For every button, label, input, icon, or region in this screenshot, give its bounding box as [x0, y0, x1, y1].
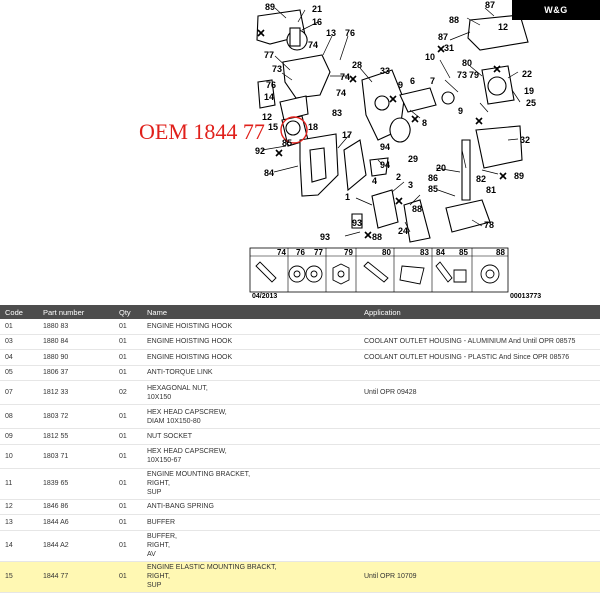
callout: 15 — [268, 122, 279, 132]
cell-application — [359, 530, 600, 561]
table-row[interactable] — [0, 530, 600, 561]
cell-application — [359, 365, 600, 381]
callout: 12 — [262, 112, 273, 122]
callout: 83 — [332, 108, 343, 118]
cell-name: HEX HEAD CAPSCREW, DIAM 10X150-80 — [142, 405, 359, 429]
cell-code: 09 — [0, 429, 38, 445]
callout: 92 — [255, 146, 266, 156]
cell-qty: 01 — [114, 319, 142, 334]
callout: 12 — [498, 22, 509, 32]
callout: 79 — [469, 70, 480, 80]
column-header-part-number[interactable]: Part number — [43, 307, 85, 317]
callout: 78 — [484, 220, 495, 230]
legend-number: 83 — [420, 248, 429, 257]
cell-qty: 01 — [114, 515, 142, 531]
table-row[interactable] — [0, 429, 600, 445]
cell-code: 01 — [0, 319, 38, 334]
cell-name: HEXAGONAL NUT, 10X150 — [142, 381, 359, 405]
table-row[interactable] — [0, 444, 600, 468]
cell-code: 14 — [0, 530, 38, 561]
table-row[interactable] — [0, 334, 600, 350]
cell-part-number: 1880 83 — [38, 319, 114, 334]
cell-code: 08 — [0, 405, 38, 429]
nut-socket-icon — [454, 270, 466, 282]
callout: 22 — [522, 69, 533, 79]
parts-legend — [250, 248, 508, 292]
callout: 4 — [372, 176, 378, 186]
cell-qty: 01 — [114, 365, 142, 381]
table-header-row — [0, 305, 600, 319]
callout: 87 — [485, 0, 496, 10]
legend-number: 85 — [459, 248, 468, 257]
cell-qty: 01 — [114, 444, 142, 468]
callout: 31 — [444, 43, 455, 53]
cell-part-number: 1844 A2 — [38, 530, 114, 561]
cell-name: ANTI-TORQUE LINK — [142, 365, 359, 381]
cell-name: ENGINE MOUNTING BRACKET, RIGHT, SUP — [142, 468, 359, 499]
callout: 94 — [380, 142, 391, 152]
cell-application — [359, 468, 600, 499]
cell-application: Until OPR 09428 — [359, 381, 600, 405]
callout: 89 — [514, 171, 525, 181]
cell-application — [359, 319, 600, 334]
cell-application — [359, 429, 600, 445]
cell-part-number: 1880 90 — [38, 350, 114, 366]
table-row[interactable] — [0, 515, 600, 531]
cell-application — [359, 515, 600, 531]
callout: 85 — [282, 138, 293, 148]
cell-qty: 01 — [114, 499, 142, 515]
callout: 73 — [272, 64, 283, 74]
legend-number: 79 — [344, 248, 353, 257]
legend-number: 77 — [314, 248, 323, 257]
callout: 14 — [264, 92, 275, 102]
cell-qty: 01 — [114, 429, 142, 445]
cell-part-number: 1806 37 — [38, 365, 114, 381]
cell-name: BUFFER — [142, 515, 359, 531]
callout: 74 — [308, 40, 319, 50]
callout: 86 — [428, 173, 439, 183]
cell-application: Until OPR 10709 — [359, 561, 600, 592]
callout: 80 — [462, 58, 473, 68]
callout: 21 — [312, 4, 323, 14]
cell-code: 03 — [0, 334, 38, 350]
callout: 76 — [266, 80, 277, 90]
callout: 93 — [352, 218, 363, 228]
callout: 24 — [398, 226, 409, 236]
cell-application — [359, 405, 600, 429]
table-row[interactable] — [0, 350, 600, 366]
oem-label: OEM 1844 77 — [139, 119, 265, 144]
callout: 88 — [412, 204, 423, 214]
callout: 20 — [436, 163, 447, 173]
diagram-date-code: 04/2013 — [252, 293, 278, 300]
cell-name: ENGINE ELASTIC MOUNTING BRACKT, RIGHT, SUP — [142, 561, 359, 592]
table-row[interactable] — [0, 319, 600, 334]
callout: 84 — [264, 168, 275, 178]
cell-part-number: 1803 71 — [38, 444, 114, 468]
cell-application — [359, 444, 600, 468]
callout: 13 — [326, 28, 337, 38]
callout: 33 — [380, 66, 391, 76]
cell-part-number: 1844 A6 — [38, 515, 114, 531]
cell-name: NUT SOCKET — [142, 429, 359, 445]
legend-number: 88 — [496, 248, 505, 257]
column-header-qty[interactable]: Qty — [119, 307, 131, 317]
diagram-reference: 00013773 — [510, 293, 542, 300]
callout: 77 — [264, 50, 275, 60]
callout: 17 — [342, 130, 353, 140]
callout: 2 — [396, 172, 402, 182]
callout: 73 — [457, 70, 468, 80]
callout: 94 — [380, 160, 391, 170]
cell-name: BUFFER, RIGHT, AV — [142, 530, 359, 561]
cell-application — [359, 499, 600, 515]
callout: 25 — [526, 98, 537, 108]
cell-part-number: 1812 33 — [38, 381, 114, 405]
legend-number: 84 — [436, 248, 445, 257]
callout: 3 — [408, 180, 414, 190]
cell-code: 05 — [0, 365, 38, 381]
callout: 28 — [352, 60, 363, 70]
column-header-application[interactable]: Application — [364, 307, 401, 317]
callout: 88 — [372, 232, 383, 242]
callout: 81 — [486, 185, 497, 195]
cell-application: COOLANT OUTLET HOUSING - ALUMINIUM And Until OPR 08575 — [359, 334, 600, 350]
cell-qty: 02 — [114, 381, 142, 405]
cell-part-number: 1803 72 — [38, 405, 114, 429]
cell-name: ENGINE HOISTING HOOK — [142, 334, 359, 350]
callout: 6 — [410, 76, 416, 86]
callout: 19 — [524, 86, 535, 96]
column-header-code[interactable]: Code — [5, 307, 23, 317]
column-header-name[interactable]: Name — [147, 307, 168, 317]
table-row[interactable] — [0, 381, 600, 405]
callout: 9 — [398, 80, 404, 90]
cell-name: ENGINE HOISTING HOOK — [142, 350, 359, 366]
cell-qty: 01 — [114, 350, 142, 366]
cell-application: COOLANT OUTLET HOUSING - PLASTIC And Since OPR 08576 — [359, 350, 600, 366]
cell-code: 13 — [0, 515, 38, 531]
callout: 32 — [520, 135, 531, 145]
table-row[interactable] — [0, 405, 600, 429]
table-row[interactable] — [0, 365, 600, 381]
callout: 82 — [476, 174, 487, 184]
callout: 87 — [438, 32, 449, 42]
callout: 18 — [308, 122, 319, 132]
cell-part-number: 1812 55 — [38, 429, 114, 445]
cell-name: ENGINE HOISTING HOOK — [142, 319, 359, 334]
callout: 85 — [428, 184, 439, 194]
cell-name: ANTI-BANG SPRING — [142, 499, 359, 515]
cell-qty: 01 — [114, 561, 142, 592]
callout: 29 — [408, 154, 419, 164]
brand-logo-text: W&G — [544, 5, 568, 15]
cell-code: 10 — [0, 444, 38, 468]
cell-code: 12 — [0, 499, 38, 515]
callout: 89 — [265, 2, 276, 12]
callout: 93 — [320, 232, 331, 242]
callout: 88 — [449, 15, 460, 25]
callout: 10 — [425, 52, 436, 62]
legend-number: 80 — [382, 248, 391, 257]
table-row[interactable] — [0, 468, 600, 499]
cell-qty: 01 — [114, 530, 142, 561]
callout: 8 — [422, 118, 428, 128]
callout: 9 — [458, 106, 464, 116]
callout: 1 — [345, 192, 351, 202]
table-row[interactable] — [0, 499, 600, 515]
cell-part-number: 1846 86 — [38, 499, 114, 515]
callout: 74 — [340, 72, 351, 82]
cell-code: 04 — [0, 350, 38, 366]
callout: 16 — [312, 17, 323, 27]
callout: 76 — [345, 28, 356, 38]
cell-code: 15 — [0, 561, 38, 592]
parts-table — [0, 305, 600, 593]
legend-number: 76 — [296, 248, 305, 257]
brand-logo — [512, 0, 600, 20]
callout: 7 — [430, 76, 436, 86]
table-row-selected[interactable] — [0, 561, 600, 592]
cell-name: HEX HEAD CAPSCREW, 10X150-67 — [142, 444, 359, 468]
cell-part-number: 1839 65 — [38, 468, 114, 499]
cell-part-number: 1880 84 — [38, 334, 114, 350]
cell-qty: 01 — [114, 468, 142, 499]
callout: 74 — [336, 88, 347, 98]
legend-number: 74 — [277, 248, 286, 257]
cell-code: 11 — [0, 468, 38, 499]
cell-code: 07 — [0, 381, 38, 405]
cell-qty: 01 — [114, 334, 142, 350]
cell-part-number: 1844 77 — [38, 561, 114, 592]
cell-qty: 01 — [114, 405, 142, 429]
